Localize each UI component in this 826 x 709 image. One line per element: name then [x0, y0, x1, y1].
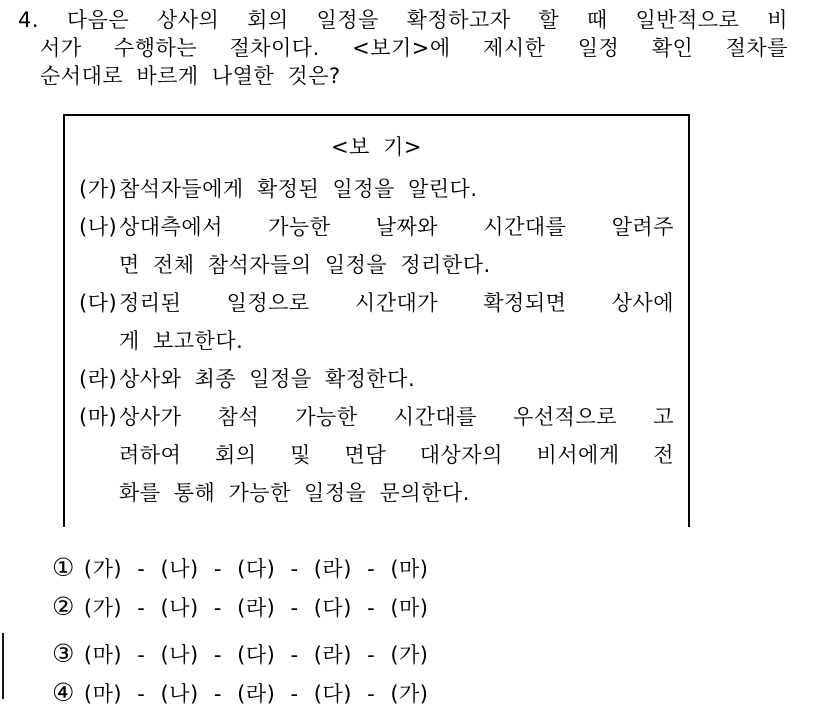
- choice-1-text: (가) - (나) - (다) - (라) - (마): [83, 556, 429, 581]
- item-line: 상대측에서 가능한 날짜와 시간대를 알려주: [119, 215, 674, 239]
- choice-4-marker: ④: [52, 678, 75, 707]
- choice-3: [52, 634, 429, 673]
- item-label: (마): [79, 405, 118, 429]
- question-line-3: 순서대로 바르게 나열한 것은?: [40, 64, 341, 88]
- choice-1-marker: ①: [52, 553, 75, 582]
- example-box-title: <보 기>: [331, 135, 422, 159]
- item-line: 화를 통해 가능한 일정을 문의한다.: [119, 481, 470, 505]
- item-line: 상사가 참석 가능한 시간대를 우선적으로 고: [119, 405, 674, 429]
- page-edge-line: [2, 633, 4, 699]
- choice-4: [52, 673, 429, 709]
- list-item-ga: [65, 170, 688, 208]
- choice-3-marker: ③: [52, 639, 75, 668]
- example-box-list: [65, 170, 688, 512]
- item-line: 정리된 일정으로 시간대가 확정되면 상사에: [119, 291, 674, 315]
- item-label: (나): [79, 215, 118, 239]
- item-line: 려하여 회의 및 면담 대상자의 비서에게 전: [119, 443, 674, 467]
- choice-2: [52, 587, 429, 626]
- answer-choices: [52, 548, 429, 709]
- choice-2-marker: ②: [52, 592, 75, 621]
- list-item-da: [65, 284, 688, 360]
- choice-3-text: (마) - (나) - (다) - (라) - (가): [83, 642, 429, 667]
- question-line-2: 서가 수행하는 절차이다. <보기>에 제시한 일정 확인 절차를: [40, 36, 788, 60]
- item-label: (라): [79, 367, 118, 391]
- list-item-ma: [65, 398, 688, 512]
- item-label: (다): [79, 291, 118, 315]
- item-line: 참석자들에게 확정된 일정을 알린다.: [119, 177, 478, 201]
- question-line-1: [18, 6, 788, 34]
- list-item-na: [65, 208, 688, 284]
- choice-1: [52, 548, 429, 587]
- example-box: [63, 114, 690, 527]
- list-item-ra: [65, 360, 688, 398]
- item-label: (가): [79, 177, 118, 201]
- item-line: 게 보고한다.: [119, 329, 244, 353]
- item-line: 면 전체 참석자들의 일정을 정리한다.: [119, 253, 491, 277]
- item-line: 상사와 최종 일정을 확정한다.: [119, 367, 416, 391]
- question-text-1: 다음은 상사의 회의 일정을 확정하고자 할 때 일반적으로 비: [66, 8, 788, 32]
- question-number: 4.: [18, 8, 40, 32]
- choice-4-text: (마) - (나) - (라) - (다) - (가): [83, 681, 429, 706]
- question-stem: [18, 6, 788, 90]
- choice-2-text: (가) - (나) - (라) - (다) - (마): [83, 595, 429, 620]
